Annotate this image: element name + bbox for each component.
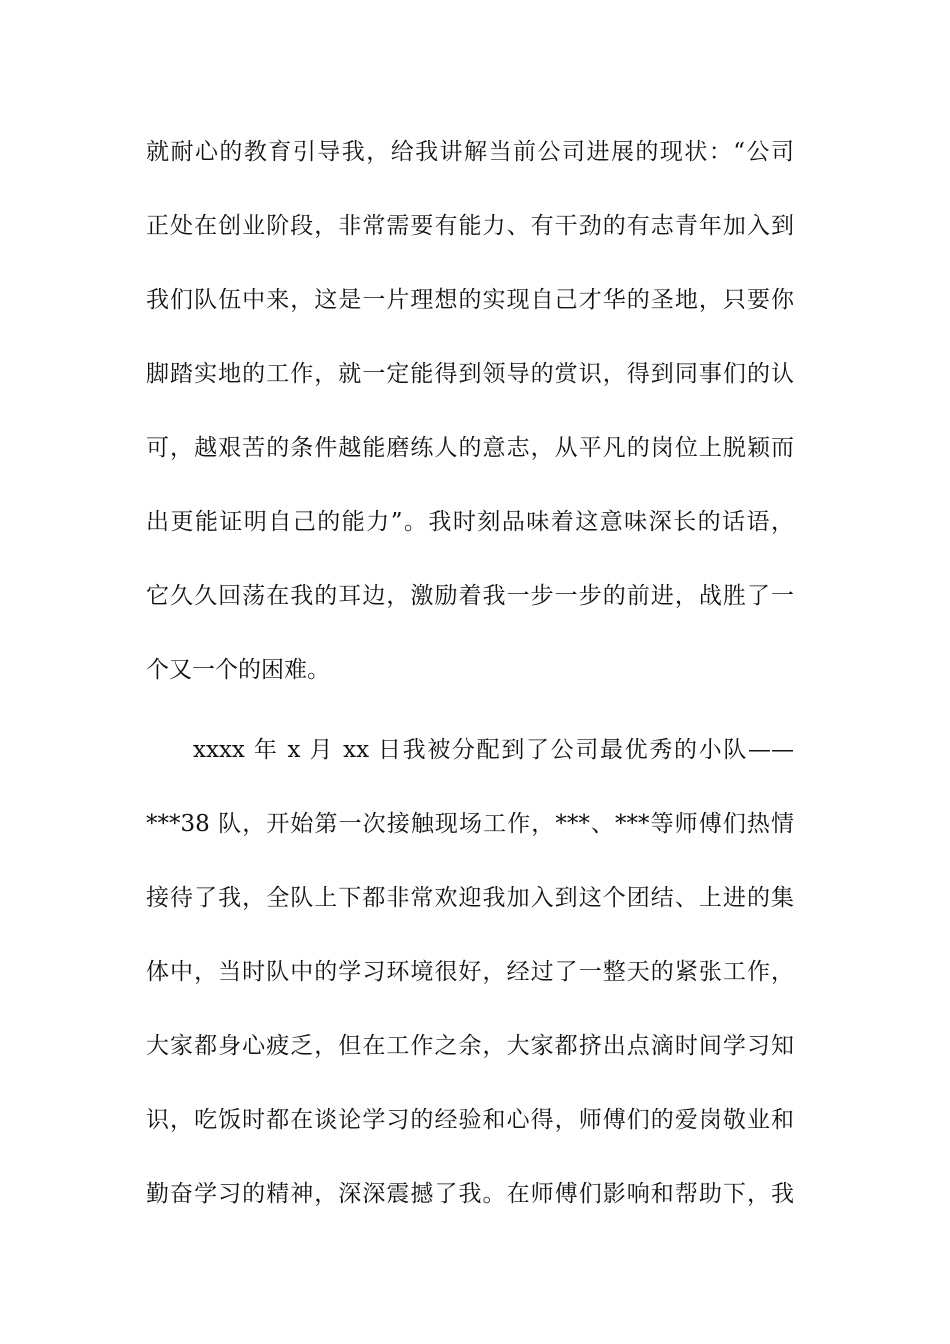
paragraph-line: 接待了我，全队上下都非常欢迎我加入到这个团结、上进的集 [146,885,794,911]
paragraph-line: xxxx 年 x 月 xx 日我被分配到了公司最优秀的小队—— [193,737,794,763]
paragraph-line: 体中，当时队中的学习环境很好，经过了一整天的紧张工作， [146,959,794,985]
paragraph-line: 出更能证明自己的能力”。我时刻品味着这意味深长的话语， [146,509,794,535]
paragraph-line: ***38 队，开始第一次接触现场工作，***、***等师傅们热情 [146,811,794,837]
paragraph-line: 个又一个的困难。 [146,657,330,683]
paragraph-line: 识，吃饭时都在谈论学习的经验和心得，师傅们的爱岗敬业和 [146,1107,794,1133]
paragraph-line: 勤奋学习的精神，深深震撼了我。在师傅们影响和帮助下，我 [146,1181,794,1207]
paragraph-line: 就耐心的教育引导我，给我讲解当前公司进展的现状：“公司 [146,139,794,165]
paragraph-line: 正处在创业阶段，非常需要有能力、有干劲的有志青年加入到 [146,213,794,239]
paragraph-line: 脚踏实地的工作，就一定能得到领导的赏识，得到同事们的认 [146,361,794,387]
paragraph-line: 可，越艰苦的条件越能磨练人的意志，从平凡的岗位上脱颖而 [146,435,794,461]
paragraph-line: 我们队伍中来，这是一片理想的实现自己才华的圣地，只要你 [146,287,794,313]
paragraph-line: 它久久回荡在我的耳边，激励着我一步一步的前进，战胜了一 [146,583,794,609]
paragraph-line: 大家都身心疲乏，但在工作之余，大家都挤出点滴时间学习知 [146,1033,794,1059]
